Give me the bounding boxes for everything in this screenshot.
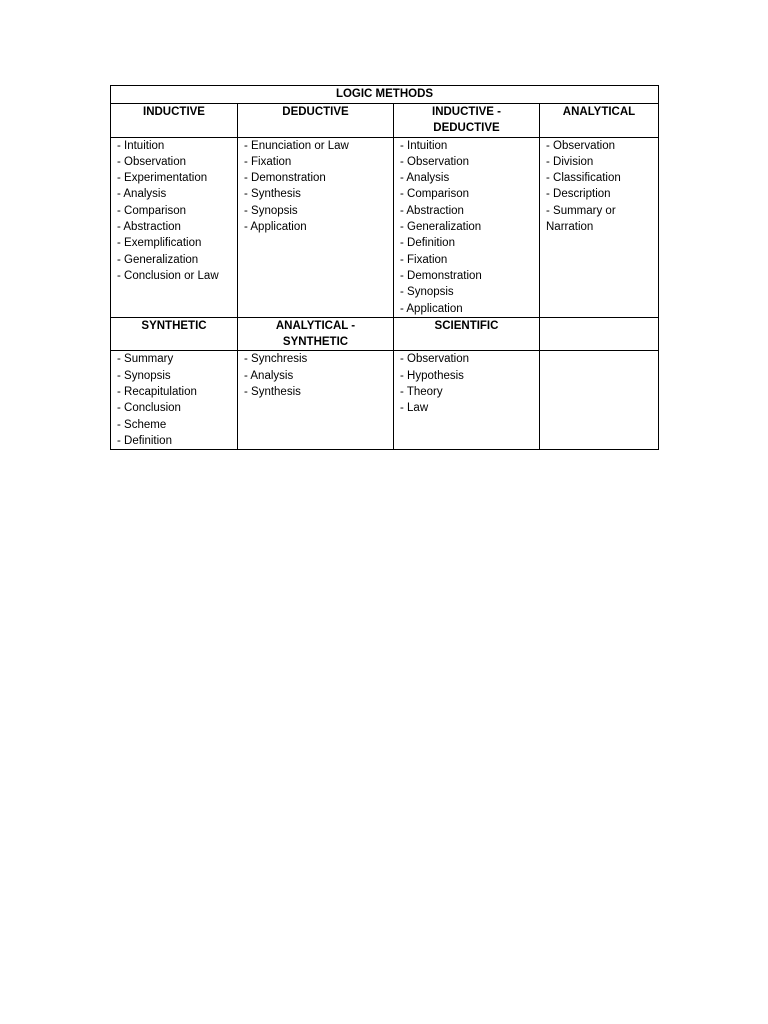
analytical-item: - Observation [546,139,616,152]
cell-inductive [111,137,238,317]
inductive-deductive-item: - Synopsis [400,286,454,299]
cell-inductive-deductive [394,137,540,317]
inductive-deductive-item: - Generalization [400,221,482,234]
scientific-item: - Hypothesis [400,369,464,382]
header-synthetic: SYNTHETIC [111,317,238,351]
table-title-row [111,86,659,104]
deductive-item: - Enunciation or Law [244,139,349,152]
inductive-item: - Abstraction [117,221,181,234]
inductive-deductive-item: - Demonstration [400,269,482,282]
analytical-synthetic-item: - Synthesis [244,386,301,399]
table-title: LOGIC METHODS [111,86,659,104]
cell-synthetic [111,351,238,450]
synthetic-item: - Scheme [117,418,167,431]
synthetic-item: - Definition [117,434,172,447]
header-analytical-synthetic: ANALYTICAL - SYNTHETIC [238,317,394,351]
analytical-synthetic-item: - Synchresis [244,353,308,366]
scientific-item: - Law [400,402,429,415]
inductive-item: - Generalization [117,253,199,266]
content-row-1 [111,137,659,317]
inductive-item: - Comparison [117,204,187,217]
inductive-item: - Observation [117,155,187,168]
inductive-deductive-item: - Analysis [400,172,450,185]
inductive-deductive-item: - Definition [400,237,455,250]
inductive-item: - Analysis [117,188,167,201]
deductive-item: - Synthesis [244,188,301,201]
cell-deductive [238,137,394,317]
header-scientific: SCIENTIFIC [394,317,540,351]
scientific-item: - Observation [400,353,470,366]
header-row-2 [111,317,659,351]
cell-analytical [540,137,659,317]
inductive-deductive-item: - Comparison [400,188,470,201]
inductive-item: - Exemplification [117,237,202,250]
inductive-deductive-item: - Abstraction [400,204,464,217]
synthetic-item: - Synopsis [117,369,171,382]
header-inductive-deductive: INDUCTIVE - DEDUCTIVE [394,104,540,138]
analytical-item: - Summary or Narration [546,204,616,234]
logic-methods-table [110,85,659,450]
inductive-item: - Intuition [117,139,165,152]
deductive-item: - Synopsis [244,204,298,217]
deductive-item: - Fixation [244,155,292,168]
inductive-deductive-item: - Fixation [400,253,448,266]
analytical-item: - Division [546,155,594,168]
cell-analytical-synthetic [238,351,394,450]
inductive-item: - Conclusion or Law [117,269,219,282]
scientific-item: - Theory [400,386,443,399]
inductive-deductive-item: - Observation [400,155,470,168]
deductive-item: - Demonstration [244,172,326,185]
synthetic-item: - Summary [117,353,174,366]
content-row-2 [111,351,659,450]
synthetic-item: - Conclusion [117,402,181,415]
header-inductive: INDUCTIVE [111,104,238,138]
analytical-item: - Classification [546,172,621,185]
deductive-item: - Application [244,221,307,234]
inductive-item: - Experimentation [117,172,208,185]
cell-scientific [394,351,540,450]
header-analytical: ANALYTICAL [540,104,659,138]
cell-empty [540,351,659,450]
analytical-synthetic-item: - Analysis [244,369,294,382]
inductive-deductive-item: - Intuition [400,139,448,152]
synthetic-item: - Recapitulation [117,386,197,399]
analytical-item: - Description [546,188,611,201]
header-deductive: DEDUCTIVE [238,104,394,138]
header-row-1 [111,104,659,138]
header-empty [540,317,659,351]
inductive-deductive-item: - Application [400,302,463,315]
